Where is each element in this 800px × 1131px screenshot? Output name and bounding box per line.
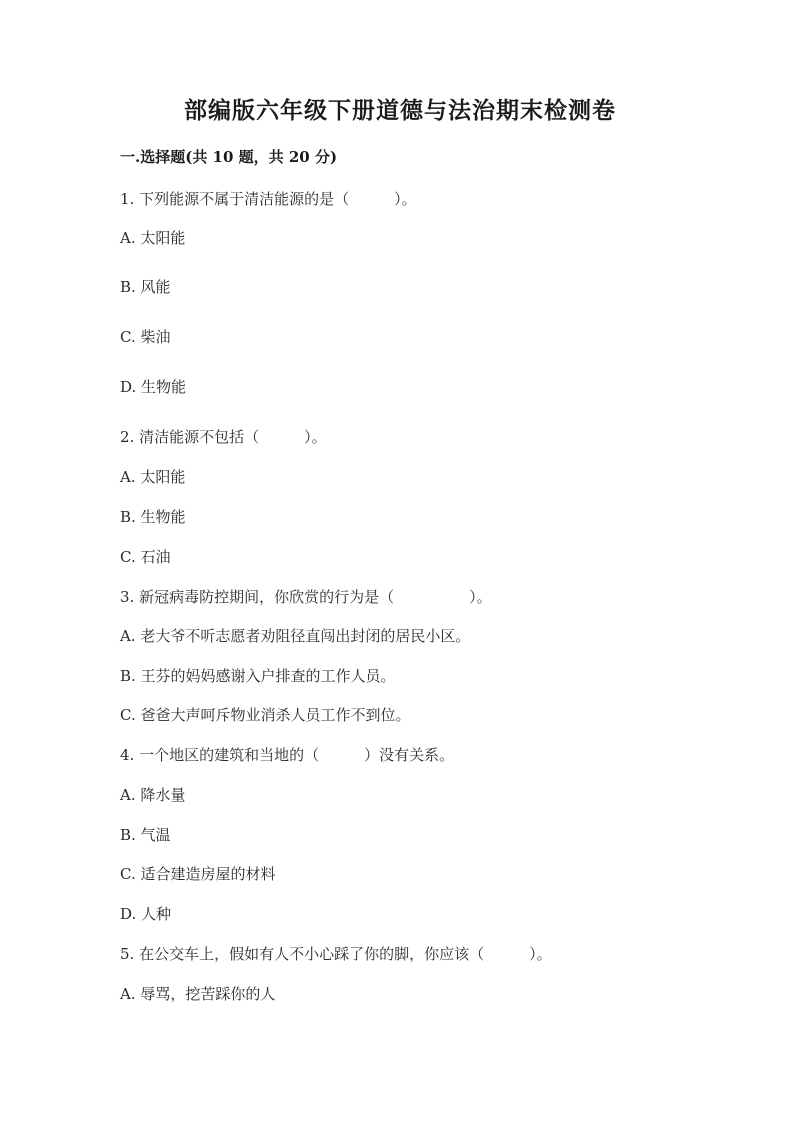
question-5-stem: 5. 在公交车上，假如有人不小心踩了你的脚，你应该（ ）。: [120, 945, 552, 963]
section-header-multiple-choice: 一.选择题(共 10 题，共 20 分): [120, 148, 338, 166]
question-5-option-a: A. 辱骂，挖苦踩你的人: [120, 985, 276, 1003]
question-1-option-a: A. 太阳能: [120, 229, 186, 247]
question-2-option-a: A. 太阳能: [120, 468, 186, 486]
question-3-stem: 3. 新冠病毒防控期间，你欣赏的行为是（ ）。: [120, 588, 492, 606]
question-3-option-b: B. 王芬的妈妈感谢入户排查的工作人员。: [120, 667, 396, 685]
question-1-option-d: D. 生物能: [120, 378, 187, 396]
question-1-stem: 1. 下列能源不属于清洁能源的是（ ）。: [120, 190, 417, 208]
question-2-option-c: C. 石油: [120, 548, 171, 566]
question-4-option-b: B. 气温: [120, 826, 171, 844]
question-1-option-c: C. 柴油: [120, 328, 171, 346]
question-4-stem: 4. 一个地区的建筑和当地的（ ）没有关系。: [120, 746, 455, 764]
question-2-option-b: B. 生物能: [120, 508, 186, 526]
page-title: 部编版六年级下册道德与法治期末检测卷: [184, 97, 616, 124]
question-2-stem: 2. 清洁能源不包括（ ）。: [120, 428, 327, 446]
question-3-option-c: C. 爸爸大声呵斥物业消杀人员工作不到位。: [120, 706, 411, 724]
question-1-option-b: B. 风能: [120, 278, 171, 296]
question-3-option-a: A. 老大爷不听志愿者劝阻径直闯出封闭的居民小区。: [120, 627, 471, 645]
question-4-option-c: C. 适合建造房屋的材料: [120, 865, 276, 883]
question-4-option-d: D. 人种: [120, 905, 172, 923]
question-4-option-a: A. 降水量: [120, 786, 186, 804]
